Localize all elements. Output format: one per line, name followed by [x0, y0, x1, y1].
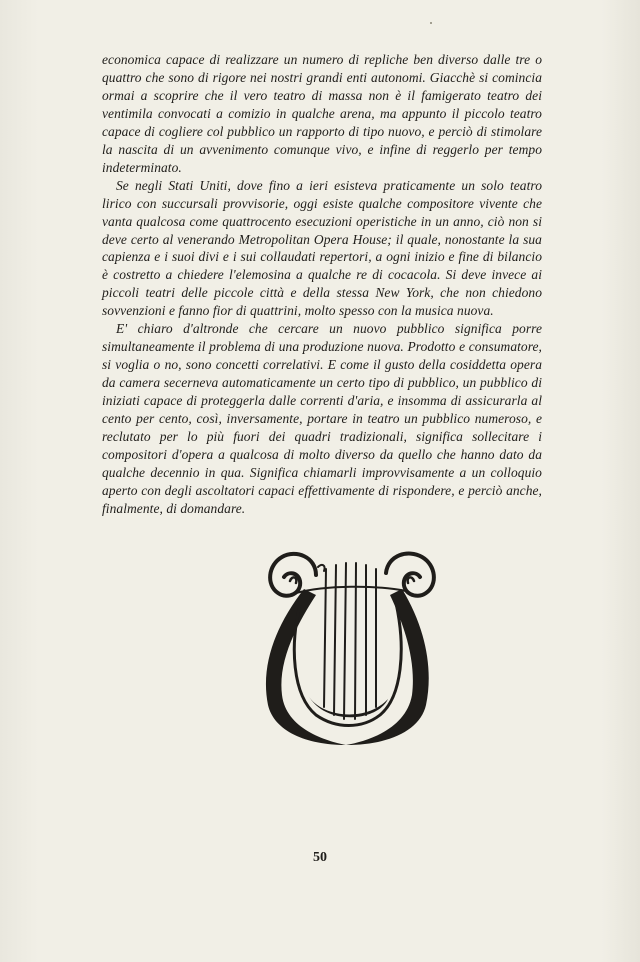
- lyre-inner-bowl: [294, 603, 401, 726]
- lyre-right-arm: [346, 589, 429, 745]
- paragraph-2: Se negli Stati Uniti, dove fino a ieri esisteva praticamente un solo teatro lirico con succursali provvisorie, oggi esiste qualche compositore vivente che vanta qualcosa come quattrocento esecuzioni operistiche in un anno, ciò non si deve certo al venerando Metropolitan Opera House; il quale, nonostante la sua capienza e i suoi divi e i sui collaudati repertori, a ogni inizio e fine di bilancio è costretto a chiedere l'elemosina a qualche re di cocacola. Si deve invece ai piccoli teatri delle piccole città e della stessa New York, che non chiedono sovvenzioni e fanno fior di quattrini, molto spesso con la musica nuova.: [102, 177, 542, 319]
- lyre-crossbar: [296, 587, 406, 593]
- page-number: 50: [313, 850, 327, 865]
- paragraph-3: E' chiaro d'altronde che cercare un nuovo pubblico significa porre simultaneamente il problema di una produzione nuova. Prodotto e consumatore, si voglia o no, sono concetti correlativi. E come il gusto della cosiddetta opera da camera secerneva automaticamente un certo tipo di pubblico, un pubblico di iniziati capace di proteggerla dalle correnti d'aria, e insomma di assicurarla al cento per cento, così, inversamente, portare in teatro un pubblico numeroso, e reclutato per lo più fuori dei quadri tradizionali, significa sollecitare i compositori d'opera a qualcosa di molto diverso da quello che hanno dato da qualche decennio in qua. Significa chiamarli improvvisamente a un colloquio aperto con degli ascoltatori capaci effettivamente di rispondere, e perciò anche, finalmente, di domandare.: [102, 321, 542, 516]
- paragraph-1: economica capace di realizzare un numero di repliche ben diverso dalle tre o quattro che sono di rigore nei nostri grandi enti autonomi. Giacchè si comincia ormai a scoprire che il vero teatro di massa non è il famigerato teatro dei ventimila convocati a comizio in qualche arena, ma appunto il piccolo teatro capace di cogliere col pubblico un rapporto di tipo nuovo, e perciò di stimolare la nascita di un avvenimento comunque vivo, e infine di reggerlo per tempo indeterminato.: [102, 52, 542, 175]
- paper-speck: [430, 22, 432, 24]
- lyre-illustration: [256, 545, 446, 755]
- body-text: [102, 51, 542, 518]
